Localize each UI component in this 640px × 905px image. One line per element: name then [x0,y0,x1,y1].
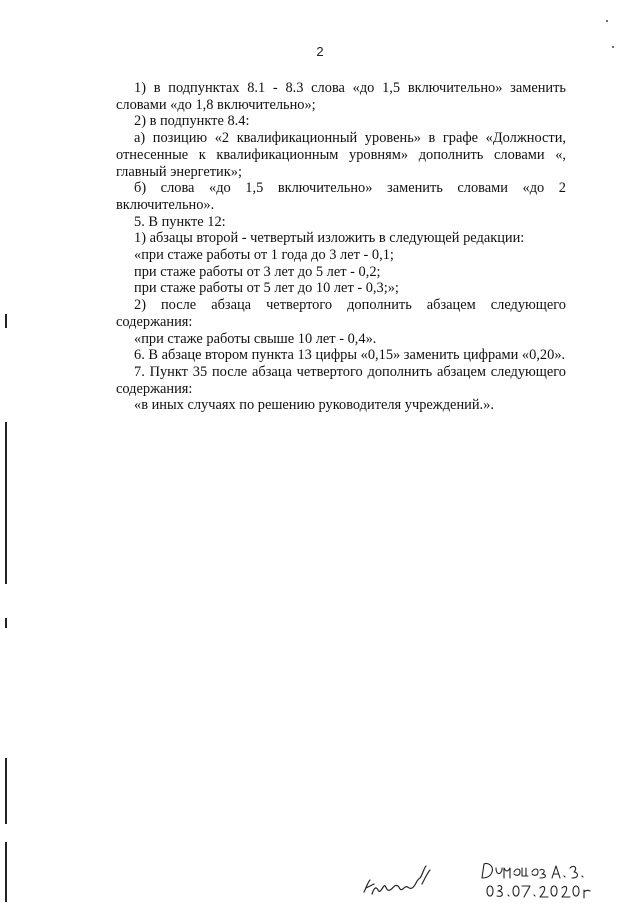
paragraph-6: 1) абзацы второй - четвертый изложить в следующей редакции: [134,230,525,247]
scan-edge-mark [5,842,7,902]
handwritten-name [478,858,608,882]
paragraph-13: 7. Пункт 35 после абзаца четвертого дополнить абзацем следующего содержания: [116,363,566,397]
scan-speck [606,20,608,22]
scan-edge-mark [5,422,7,584]
document-body [116,80,566,414]
paragraph-3: а) позицию «2 квалификационный уровень» в графе «Должности, отнесенные к квалификационным уровням» дополнить словами «, главный энергетик»; [116,130,566,180]
scan-edge-mark [5,314,7,328]
scan-edge-mark [5,758,7,824]
paragraph-4: б) слова «до 1,5 включительно» заменить словами «до 2 включительно». [116,180,566,213]
paragraph-14: «в иных случаях по решению руководителя учреждений.». [134,397,494,414]
scan-edge-mark [5,618,7,628]
paragraph-7: «при стаже работы от 1 года до 3 лет - 0,1; [134,247,394,264]
paragraph-10: 2) после абзаца четвертого дополнить абзацем следующего содержания: [116,297,566,330]
paragraph-12: 6. В абзаце втором пункта 13 цифры «0,15» заменить цифрами «0,20». [134,347,566,364]
handwritten-date [484,880,594,900]
paragraph-11: «при стаже работы свыше 10 лет - 0,4». [134,330,377,347]
paragraph-1: 1) в подпунктах 8.1 - 8.3 слова «до 1,5 включительно» заменить словами «до 1,8 включительно»; [116,80,566,113]
signature [360,858,440,900]
scan-speck [612,46,614,48]
paragraph-8: при стаже работы от 3 лет до 5 лет - 0,2; [134,263,381,280]
paragraph-9: при стаже работы от 5 лет до 10 лет - 0,3;»; [134,280,399,297]
paragraph-5: 5. В пункте 12: [134,213,226,230]
paragraph-2: 2) в подпункте 8.4: [134,113,250,130]
page-number: 2 [316,44,324,59]
